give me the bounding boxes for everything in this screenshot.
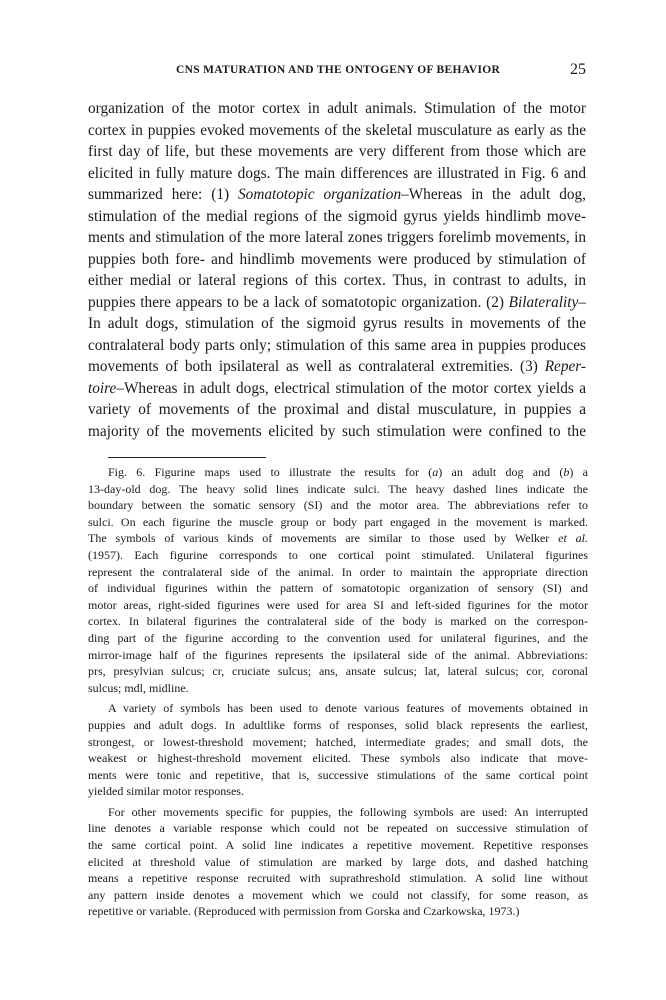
caption-line: elicited at threshold value of stimulation are marked by large dots, and dashed hatching [88, 854, 588, 869]
caption-line: puppies and adult dogs. In adultlike forms of responses, solid black represents the earliest, [88, 717, 588, 732]
italic-term: Somatotopic organization [238, 186, 402, 203]
caption-line: cortex. In bilateral figurines the contralateral side of the body is marked on the correspon- [88, 614, 588, 629]
body-line: movements of both ipsilateral as well as contralateral extremities. (3) Reper- [88, 358, 586, 375]
caption-line: The symbols of various kinds of movements are similar to those used by Welker et al. [88, 531, 588, 546]
caption-line: strongest, or lowest-threshold movement; hatched, intermediate grades; and small dots, the [88, 734, 588, 749]
caption-line: prs, presylvian sulcus; cr, cruciate sulcus; ans, ansate sulcus; lat, lateral sulcus; cor, coronal [88, 664, 588, 679]
caption-line: sulci. On each figurine the muscle group or body part engaged in the movement is marked. [88, 514, 588, 529]
body-line: first day of life, but these movements are very different from those which are [88, 143, 586, 160]
caption-line: repetitive or variable. (Reproduced with permission from Gorska and Czarkowska, 1973.) [88, 904, 520, 919]
body-line: stimulation of the medial regions of the sigmoid gyrus yields hindlimb move- [88, 207, 586, 225]
caption-line: (1957). Each figurine corresponds to one cortical point stimulated. Unilateral figurines [88, 547, 588, 562]
body-paragraph [88, 98, 586, 442]
body-line: summarized here: (1) Somatotopic organization–Whereas in the adult dog, [88, 186, 586, 203]
caption-line: ments were tonic and repetitive, that is, successive stimulations of the same cortical point [88, 767, 588, 782]
caption-line: Fig. 6. Figurine maps used to illustrate the results for (a) an adult dog and (b) a [108, 465, 588, 479]
body-line: puppies there appears to be a lack of somatotopic organization. (2) Bilaterality– [88, 293, 586, 311]
footnote-rule [108, 457, 266, 458]
italic-term: Reper- [544, 358, 586, 375]
caption-line: the same cortical point. A solid line indicates a repetitive movement. Repetitive responses [88, 838, 588, 853]
body-line: puppies both fore- and hindlimb movements were produced by stimulation of [88, 250, 586, 268]
caption-line: of individual figurines within the pattern of somatotopic organization of sensory (SI) and [88, 581, 588, 596]
page-number: 25 [570, 61, 586, 78]
body-line: In adult dogs, stimulation of the sigmoid gyrus results in movements of the [88, 315, 586, 332]
body-line: toire–Whereas in adult dogs, electrical stimulation of the motor cortex yields a [88, 379, 586, 397]
italic-term: Bilaterality [508, 293, 579, 311]
body-line: either medial or lateral regions of this cortex. Thus, in contrast to adults, in [88, 272, 586, 289]
caption-paragraph [88, 700, 588, 800]
caption-line: sulcus; mdl, midline. [88, 680, 189, 695]
running-head [88, 61, 586, 84]
body-line: ments and stimulation of the more lateral zones triggers forelimb movements, in [88, 229, 586, 246]
caption-line: ding part of the figurine according to the convention used for unilateral figurines, and the [88, 630, 588, 645]
caption-line: For other movements specific for puppies, the following symbols are used: An interrupted [108, 804, 588, 819]
caption-paragraph [88, 464, 588, 696]
caption-line: weakest or highest-threshold movement elicited. These symbols also indicate that move- [88, 751, 588, 766]
caption-paragraph [88, 804, 588, 920]
body-line: organization of the motor cortex in adult animals. Stimulation of the motor [88, 100, 586, 117]
caption-line: yielded similar motor responses. [88, 784, 244, 799]
caption-line: 13-day-old dog. The heavy solid lines indicate sulci. The heavy dashed lines indicate the [88, 481, 588, 496]
body-line: majority of the movements elicited by such stimulation were confined to the [88, 422, 586, 440]
body-line: contralateral body parts only; stimulation of this same area in puppies produces [88, 336, 586, 354]
caption-line: means a repetitive response recruited with suprathreshold stimulation. A solid line without [88, 871, 588, 886]
caption-line: boundary between the somatic sensory (SI) and the motor area. The abbreviations refer to [88, 498, 588, 513]
italic-term: toire [88, 379, 117, 397]
body-line: cortex in puppies evoked movements of the skeletal musculature as early as the [88, 121, 586, 139]
caption-line: motor areas, right-sided figurines were used for area SI and left-sided figurines for the motor [88, 597, 588, 612]
caption-line: A variety of symbols has been used to denote various features of movements obtained in [108, 701, 588, 716]
caption-line: mirror-image half of the figurines represents the ipsilateral side of the animal. Abbreviations: [88, 647, 588, 662]
figure-caption [88, 464, 588, 924]
body-line: variety of movements of the proximal and distal musculature, in puppies a [88, 401, 586, 418]
body-line: elicited in fully mature dogs. The main differences are illustrated in Fig. 6 and [88, 164, 586, 182]
caption-line: any pattern inside denotes a movement which we could not classify, for some reason, as [88, 887, 588, 902]
caption-line: line denotes a variable response which could not be repeated on successive stimulation of [88, 821, 588, 836]
running-title: CNS MATURATION AND THE ONTOGENY OF BEHAVIOR [176, 64, 501, 76]
caption-line: represent the contralateral side of the animal. In order to maintain the appropriate direction [88, 564, 588, 579]
